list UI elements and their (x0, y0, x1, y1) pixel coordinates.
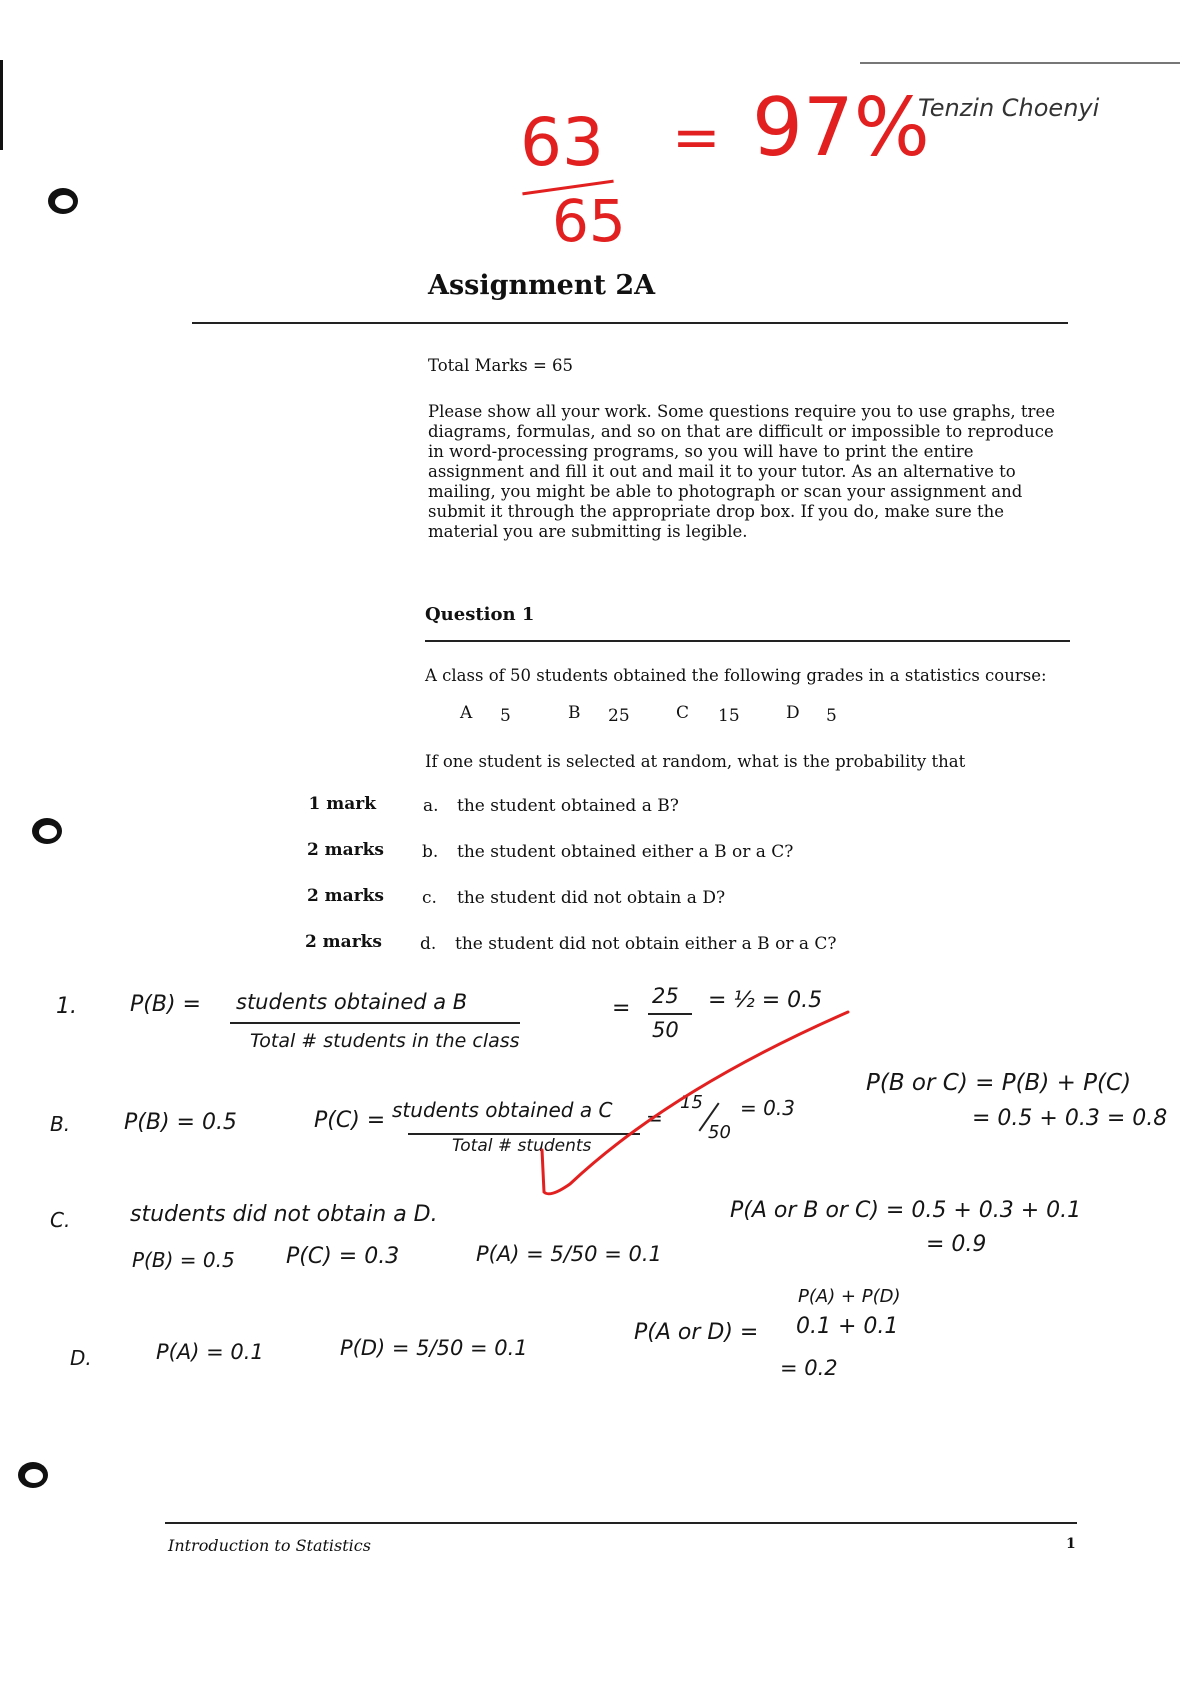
answer-b-numerator: students obtained a C (392, 1098, 613, 1122)
part-marks: 2 marks (306, 840, 384, 860)
total-marks: Total Marks = 65 (428, 356, 574, 375)
part-text: the student did not obtain a D? (457, 888, 726, 908)
answer-c-pa: P(A) = 5/50 = 0.1 (476, 1242, 662, 1266)
answer-c-label: C. (50, 1208, 71, 1232)
answer-a-frac-num: 25 (652, 984, 679, 1008)
part-text: the student obtained a B? (457, 796, 679, 816)
question-prompt: If one student is selected at random, what is the probability that (425, 752, 966, 771)
page-title: Assignment 2A (428, 270, 656, 301)
grade-count: 5 (500, 706, 511, 726)
answer-a-frac-den: 50 (652, 1018, 679, 1042)
answer-b-frac-den: 50 (708, 1122, 731, 1143)
binder-hole-bottom (18, 1462, 48, 1488)
part-letter: a. (423, 796, 439, 816)
answer-b-union-line2: = 0.5 + 0.3 = 0.8 (972, 1106, 1168, 1131)
grade-count: 5 (826, 706, 837, 726)
check-mark-icon (530, 1000, 860, 1210)
answer-d-sum: 0.1 + 0.1 (796, 1314, 899, 1339)
student-name: Tenzin Choenyi (918, 94, 1100, 122)
answer-a-result: = ½ = 0.5 (708, 988, 823, 1013)
grade-letter: D (786, 703, 800, 723)
answer-c-pb: P(B) = 0.5 (132, 1248, 235, 1272)
part-text: the student did not obtain either a B or a C? (455, 934, 837, 954)
question-rule (425, 640, 1070, 642)
part-letter: c. (422, 888, 437, 908)
footer-course: Introduction to Statistics (168, 1536, 371, 1555)
answer-a-lhs: P(B) = (130, 992, 201, 1017)
grade-letter: A (460, 703, 473, 723)
part-marks: 2 marks (304, 932, 382, 952)
part-letter: b. (422, 842, 439, 862)
footer-rule (165, 1522, 1077, 1524)
title-rule (192, 322, 1068, 324)
score-numerator: 63 (520, 104, 604, 181)
answer-c-pc: P(C) = 0.3 (286, 1244, 400, 1269)
binder-hole-top (48, 188, 78, 214)
answer-c-union-line2: = 0.9 (926, 1232, 987, 1257)
answer-a-denominator: Total # students in the class (250, 1030, 520, 1052)
answer-d-label: D. (70, 1346, 92, 1370)
answer-a-eq: = (612, 996, 631, 1021)
instructions: Please show all your work. Some questions require you to use graphs, tree diagrams, formulas, and so on that are difficult or impossible to reproduce in word-processing programs, so you will have to print the entire assignment and fill it out and mail it to your tutor. As an alternative to mailing, you might be able to photograph or scan your assignment and submit it through the appropriate drop box. If you do, make sure the material you are submitting is legible. (428, 402, 1055, 541)
answer-d-result: = 0.2 (780, 1356, 838, 1380)
answer-c-union-line1: P(A or B or C) = 0.5 + 0.3 + 0.1 (730, 1198, 1082, 1223)
answer-b-union-line1: P(B or C) = P(B) + P(C) (866, 1070, 1132, 1096)
answer-a-numerator: students obtained a B (236, 990, 468, 1014)
answer-d-pa: P(A) = 0.1 (156, 1340, 264, 1364)
part-letter: d. (420, 934, 437, 954)
grade-letter: C (676, 703, 690, 723)
binder-hole-middle (32, 818, 62, 844)
question-heading: Question 1 (425, 604, 535, 625)
score-denominator: 65 (552, 187, 626, 255)
question-intro: A class of 50 students obtained the following grades in a statistics course: (425, 666, 1047, 685)
scan-edge-top (860, 62, 1180, 64)
answer-b-pb: P(B) = 0.5 (124, 1110, 237, 1135)
answer-c-line1: students did not obtain a D. (130, 1202, 438, 1227)
page-number: 1 (1066, 1536, 1076, 1552)
part-marks: 1 mark (308, 794, 376, 814)
grade-count: 15 (718, 706, 740, 726)
answer-b-label: B. (50, 1112, 71, 1136)
part-text: the student obtained either a B or a C? (457, 842, 794, 862)
answer-d-pd: P(D) = 5/50 = 0.1 (340, 1336, 528, 1360)
answer-d-formula: P(A) + P(D) (798, 1286, 901, 1307)
score-equals: = (672, 103, 721, 171)
answer-d-lhs: P(A or D) = (634, 1320, 759, 1345)
part-marks: 2 marks (306, 886, 384, 906)
answer-b-pc-lhs: P(C) = (314, 1108, 386, 1133)
grade-count: 25 (608, 706, 630, 726)
answer-a-fraction-bar (230, 1022, 520, 1024)
answer-b-eq: = (646, 1106, 663, 1130)
answer-b-frac-num: 15 (680, 1092, 703, 1113)
answer-b-denominator: Total # students (452, 1136, 592, 1156)
answer-b-result: = 0.3 (740, 1096, 795, 1120)
scan-edge (0, 60, 3, 150)
answer-a-label: 1. (56, 994, 77, 1019)
grade-letter: B (568, 703, 581, 723)
score-percent: 97% (752, 81, 930, 174)
